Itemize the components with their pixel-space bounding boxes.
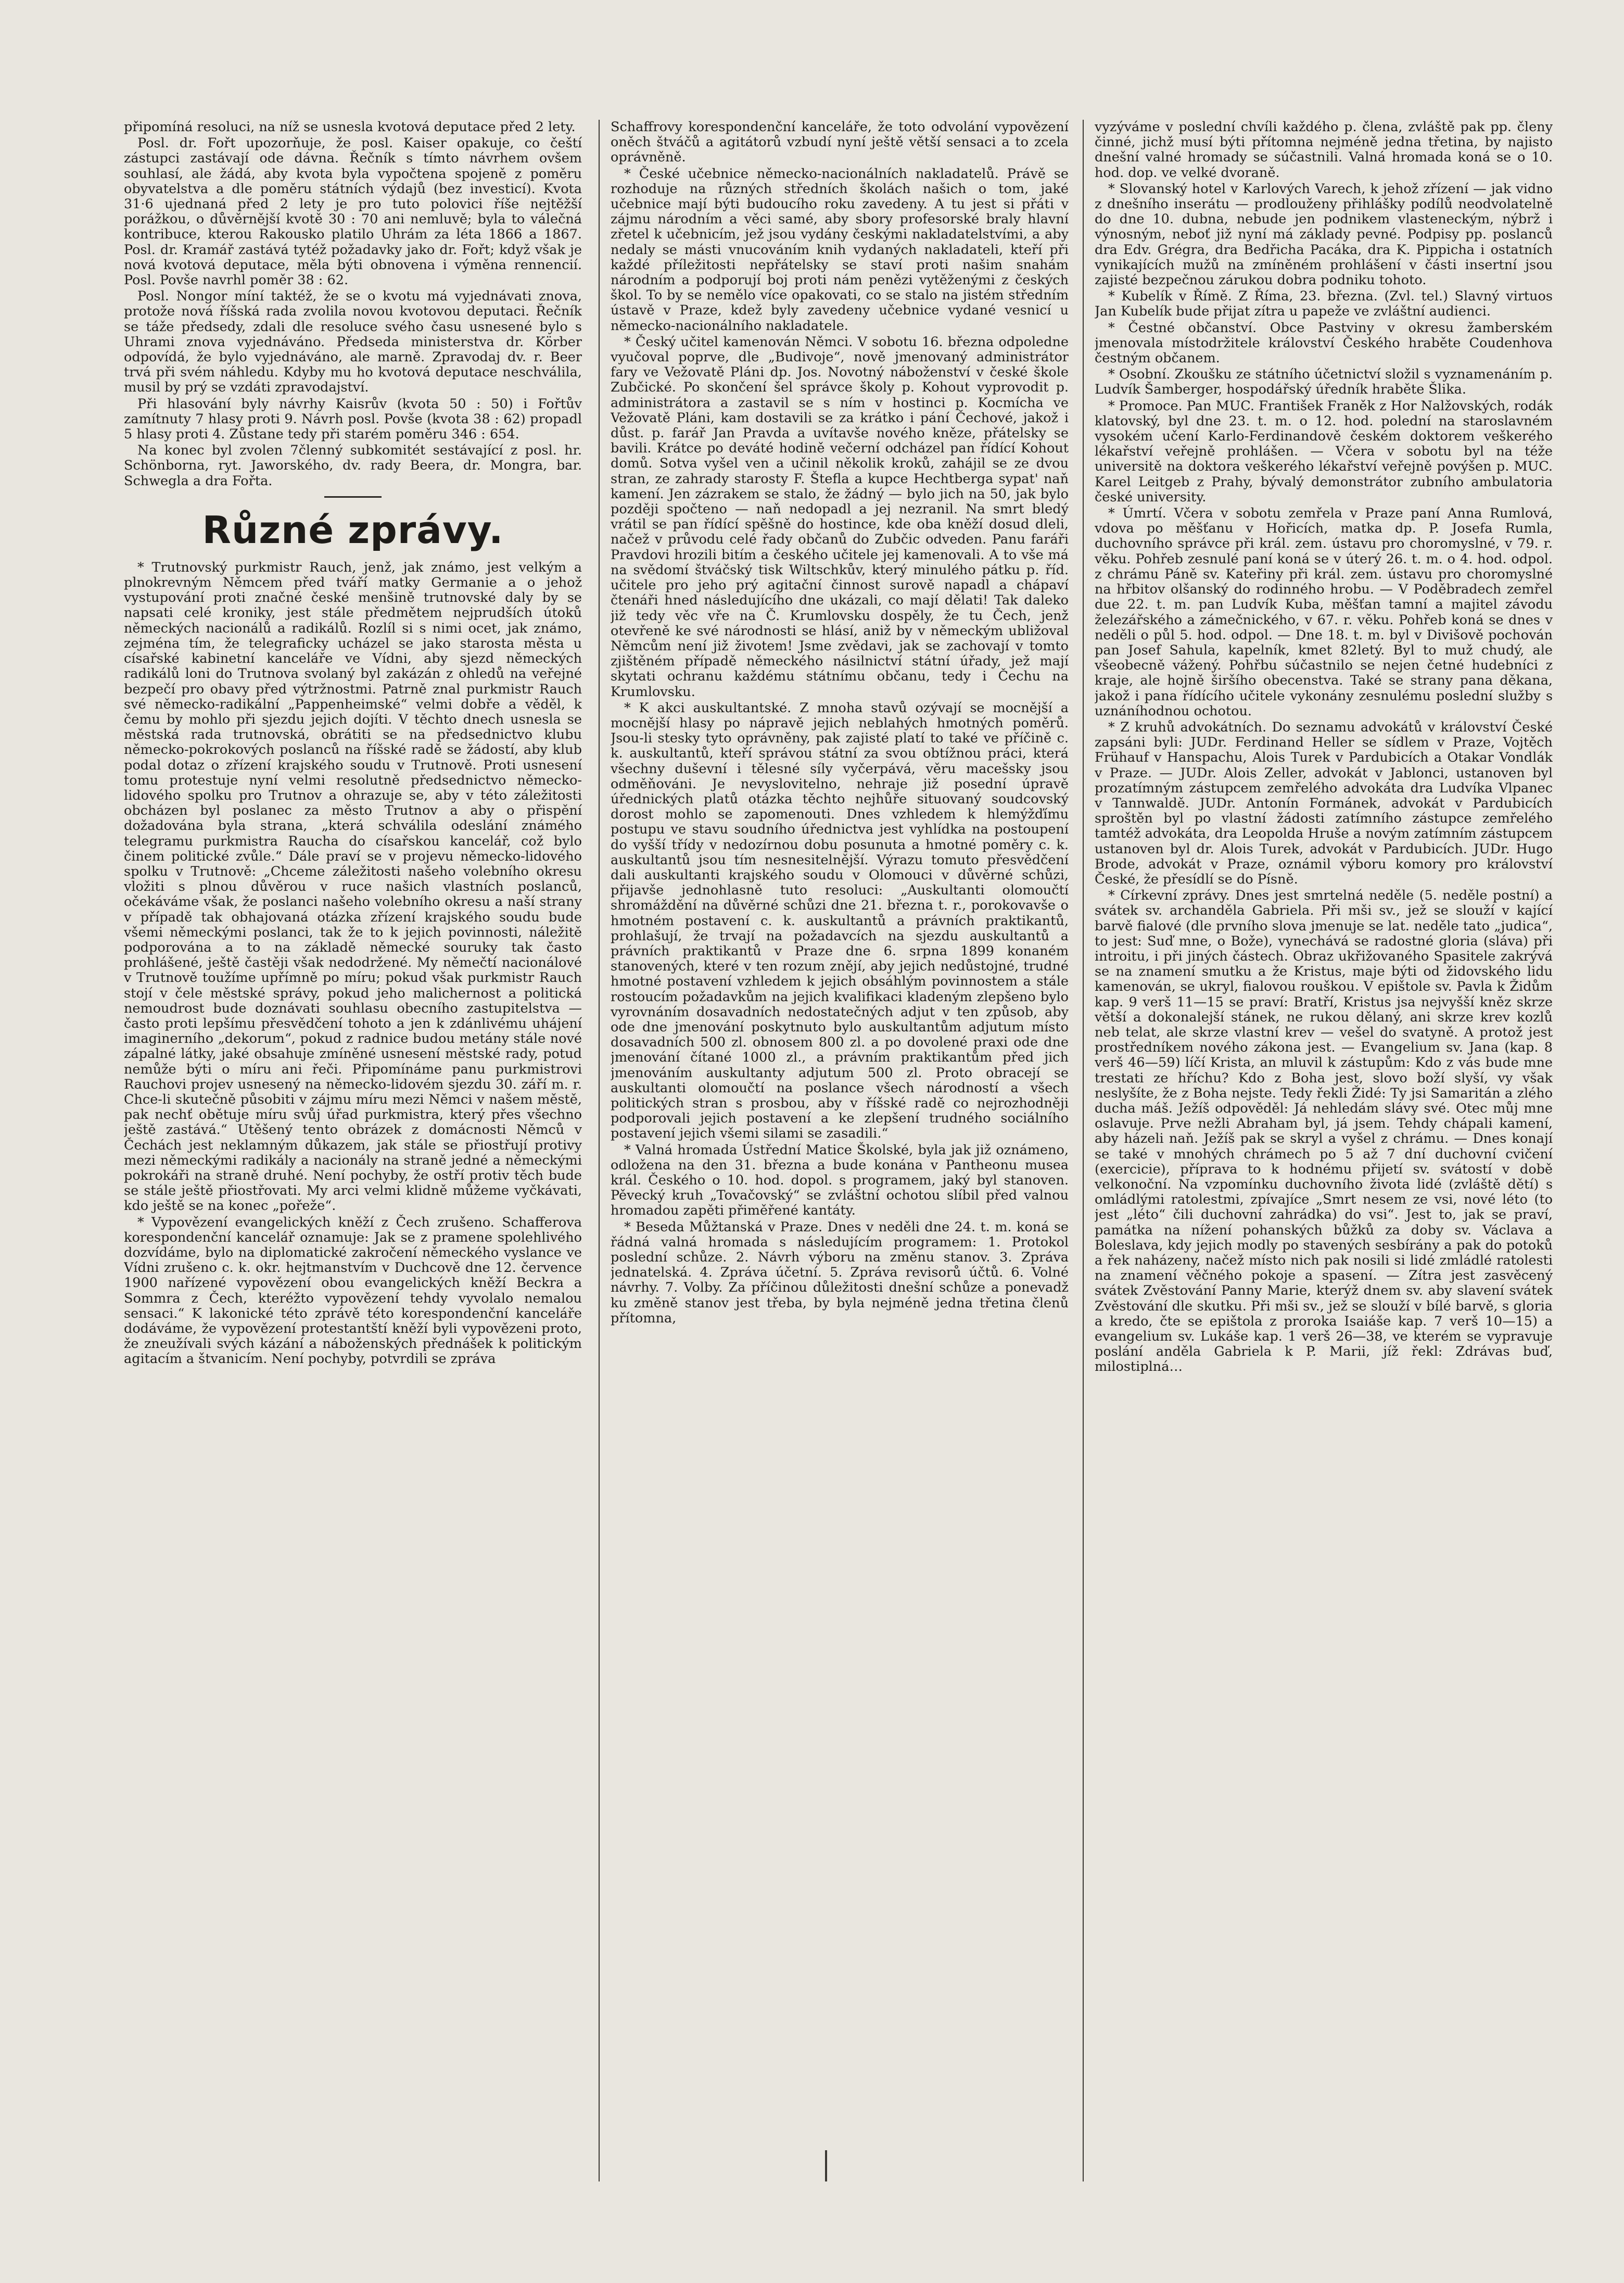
column-1	[124, 120, 582, 2192]
news-item: * České učebnice německo-nacionálních nakladatelů. Právě se rozhoduje na různých středních školách našich o tom, jaké učebnice mají býti budoucího roku zavedeny. A tu jest si přáti v zájmu národním a věci samé, aby sbory profesorské braly hlavní zřetel k učebnicím, jež jsou vydány českými nakladatelstvími, a aby nedaly se másti vnucováním knih vydaných nakladateli, kteří při každé příležitosti nepřátelsky se staví proti našim snahám národním a podporují boj proti nám penězi vytěženými z českých škol. To by se nemělo více opakovati, co se stalo na jistém středním ústavě v Praze, kdež byly zavedeny učebnice vydané vesnicí u německo-nacionálního nakladatele.	[611, 166, 1069, 334]
news-item: * Osobní. Zkoušku ze státního účetnictví složil s vyznamenáním p. Ludvík Šamberger, hospodářský úředník hraběte Šlika.	[1095, 367, 1553, 398]
paragraph: Při hlasování byly návrhy Kaisrův (kvota 50 : 50) i Fořtův zamítnuty 7 hlasy proti 9. Návrh posl. Povše (kvota 38 : 62) propadl 5 hlasy proti 4. Zůstane tedy při starém poměru 346 : 654.	[124, 396, 582, 443]
column-3	[1095, 120, 1553, 2192]
paragraph: připomíná resoluci, na níž se usnesla kvotová deputace před 2 lety.	[124, 120, 576, 135]
paragraph: Na konec byl zvolen 7členný subkomitét sestávající z posl. hr. Schönborna, ryt. Jaworského, dv. rady Beera, dr. Mongra, bar. Schwegla a dra Fořta.	[124, 443, 582, 489]
column-divider	[599, 120, 600, 2181]
section-heading: Různé zprávy.	[202, 508, 504, 552]
paragraph: Posl. dr. Fořt upozorňuje, že posl. Kaiser opakuje, co čeští zástupci zastávají ode dávna. Řečník s tímto návrhem ovšem souhlasí, ale žádá, aby kvota byla vypočtena spojeně z poměru obyvatelstva a dle poměru státních výdajů (bez investicí). Kvota 31·6 ujednaná před 2 lety je pro tuto polovici říše nejtěžší porážkou, o důvěrnější kvotě 30 : 70 ani nemluvě; byla to válečná kontribuce, kterou Rakousko platilo Uhrám za léta 1866 a 1867. Posl. dr. Kramář zastává tytéž požadavky jako dr. Fořt; když však je nová kvotová deputace, měla býti obnovena i výměna rennencií. Posl. Povše navrhl poměr 38 : 62.	[124, 135, 582, 288]
newspaper-page	[124, 120, 1553, 2202]
news-item: * Český učitel kamenován Němci. V sobotu 16. března odpoledne vyučoval poprve, dle „Budivoje“, nově jmenovaný administrátor fary ve Vežovatě Pláni dp. Jos. Novotný náboženství v české škole Zubčické. Po skončení šel správce školy p. Kohout vyprovodit p. administrátora a zastavil se s ním v hostinci p. Kocmícha ve Vežovatě Pláni, kam dostavili se za krátko i pání Čechové, jakož i důst. p. farář Jan Pravda a uvítavše nového kněze, přátelsky se bavili. Krátce po deváté hodině večerní odcházel pan řídící Kohout domů. Sotva vyšel ven a učinil několik kroků, zahájil se ze dvou stran, ze zahrady starosty F. Štefla a kupce Hechtberga sypat' naň kamení. Jen zázrakem se stalo, že žádný — bylo jich na 50, jak bylo později spočteno — naň nedopadl a jej nezranil. Na smrt bledý vrátil se pan řídící spěšně do hostince, kde oba kněží dosud dleli, načež v průvodu celé řady občanů do Zubčic odveden. Panu faráři Pravdovi hrozili bitím a českého učitele jej kamenovali. A to vše má na svědomí štváčský tisk Wiltschkův, který minulého pátku p. říd. učitele pro jeho prý agitační činnost surově napadl a chápaví čtenáři hned následujícího dne ukázali, co mají dělati! Tak daleko již tedy věc vře na Č. Krumlovsku dospěly, že tu Čech, jenž otevřeně ke své národnosti se hlásí, aniž by v německým ubližoval Němcům není již životem! Jsme zvědavi, jak se zachovají v tomto zjištěném případě německého násilnictví státní úřady, jež mají skytati ochranu každému státnímu občanu, tedy i Čechu na Krumlovsku.	[611, 334, 1069, 700]
news-item: * Úmrtí. Včera v sobotu zemřela v Praze paní Anna Rumlová, vdova po měšťanu v Hořicích, matka dp. P. Josefa Rumla, duchovního správce při král. zem. ústavu pro choromyslné, v 79. r. věku. Pohřeb zesnulé paní koná se v úterý 26. t. m. o 4. hod. odpol. z chrámu Páně sv. Kateřiny při král. zem. ústavu pro choromyslné na hřbitov olšanský do rodinného hrobu. — V Poděbradech zemřel due 22. t. m. pan Ludvík Kuba, měšťan tamní a majitel závodu železářského a zámečnického, v 67. r. věku. Pohřeb koná se dnes v neděli o půl 5. hod. odpol. — Dne 18. t. m. byl v Divišově pochován pan Josef Sahula, kapelník, kmet 82letý. Byl to muž chudý, ale všeobecně vážený. Pohřbu súčastnilo se nejen četné hudebníci z kraje, ale hojně širšího obecenstva. Také se strany pana děkana, jakož i pana řídícího učitele vykonány zesnulému poslední služby s uznáníhodnou ochotou.	[1095, 506, 1553, 719]
news-item: * Slovanský hotel v Karlových Varech, k jehož zřízení — jak vidno z dnešního inserátu — prodlouženy přihlášky podílů neodvolatelně do dne 10. dubna, nebude jen podnikem vlasteneckým, nýbrž i výnosným, neboť již nyní má základy pevné. Podpisy pp. poslanců dra Edv. Grégra, dra Bedřicha Pacáka, dra K. Pippicha i ostatních vynikajících mužů na zmíněném prohlášení v části insertní jsou zajisté bezpečnou zárukou dobra podniku tohoto.	[1095, 181, 1553, 288]
news-item: * Vypovězení evangelických kněží z Čech zrušeno. Schafferova korespondenční kancelář oznamuje: Jak se z pramene spolehlivého dozvídáme, bylo na diplomatické zakročení německého vyslance ve Vídni zrušeno c. k. okr. hejtmanstvím v Duchcově dne 12. července 1900 nařízené vypovězení obou evangelických kněží Beckra a Sommra z Čech, kteréžto vypovězení tehdy vyvolalo nemalou sensaci.“ K lakonické této zprávě této korespondenční kanceláře dodáváme, že vypovězení protestantští kněží byli vypovězeni proto, že zneužívali svých kázání a náboženských přednášek k politickým agitacím a štvanicím. Není pochyby, potvrdili se zpráva	[124, 1214, 582, 1367]
column-divider	[1083, 120, 1084, 2181]
news-item: * K akci auskultantské. Z mnoha stavů ozývají se mocnější a mocnější hlasy po nápravě jejich neblahých hmotných poměrů. Jsou-li stesky tyto oprávněny, pak zajisté platí to také ve příčině c. k. auskultantů, kteří správou státní za svou obtížnou práci, která všechny duševní i tělesné síly vyčerpává, věru macešsky jsou odměňováni. Je nevyslovitelno, nehraje již posední úpravě úřednických platů otázka těchto nejhůře situovaný soudcovský dorost mohlo se zapomenouti. Dnes vzhledem k hlemýžďímu postupu ve stavu soudního úřednictva jest vyhlídka na postoupení do vyšší třídy v nedozírnou dobu posunuta a hmotné poměry c. k. auskultantů jsou tím nesnesitelnější. Výrazu tomuto přesvědčení dali auskultanti krajského soudu v Olomouci v důvěrné schůzi, přijavše jednohlasně tuto resoluci: „Auskultanti olomoučtí shromáždění na důvěrné schůzi dne 21. března t. r., porokovavše o hmotném postavení c. k. auskultantů a právních praktikantů, prohlašují, že trvají na požadavcích na sjezdu auskultantů a právních praktikantů v Praze dne 6. srpna 1899 konaném stanovených, které v ten rozum znějí, aby jejich nedůstojné, trudné hmotné postavení vzhledem k jejich obsáhlým povinnostem a stále rostoucím požadavkům na jejich kvalifikaci kladeným zlepšeno bylo vyrovnáním dosavadních nedostatečných adjut v ten způsob, aby ode dne jmenování poskytnuto bylo auskultantům adjutum místo dosavadních 500 zl. obnosem 800 zl. a po dovolené praxi ode dne jmenování čítané 1000 zl., a právním praktikantům před jich jmenováním auskultanty adjutum 500 zl. Proto obracejí se auskultanti olomoučtí na poslance všech národností a všech politických stran s prosbou, aby v říšské radě co nejrozhodněji podporovali jejich postavení a ke zlepšení trudného sociálního postavení jejich všemi silami se zasadili.“	[611, 700, 1069, 1142]
heading-divider	[324, 496, 382, 498]
news-item: * Kubelík v Římě. Z Říma, 23. března. (Zvl. tel.) Slavný virtuos Jan Kubelík bude přijat zítra u papeže ve zvláštní audienci.	[1095, 288, 1553, 320]
news-item: vyzýváme v poslední chvíli každého p. člena, zvláště pak pp. členy činné, jichž musí býti přítomna nejméně jedna třetina, by najisto dnešní valné hromady se súčastnili. Valná hromada koná se o 10. hod. dop. ve velké dvoraně.	[1095, 120, 1553, 181]
news-item: Schaffrovy korespondenční kanceláře, že toto odvolání vypovězení oněch štváčů a agitátorů vzbudí nyní ještě větší sensaci a to zcela oprávněně.	[611, 120, 1069, 166]
news-item: * Čestné občanství. Obce Pastviny v okresu žamberském jmenovala místodržitele království Českého hraběte Coudenhova čestným občanem.	[1095, 320, 1553, 367]
news-item: * Z kruhů advokátních. Do seznamu advokátů v království České zapsáni byli: JUDr. Ferdinand Heller se sídlem v Praze, Vojtěch Frühauf v Hanspachu, Alois Turek v Pardubicích a Otakar Vondlák v Praze. — JUDr. Alois Zeller, advokát v Jablonci, ustanoven byl prozatímným zástupcem zemřelého advokáta dra Ludvíka Vlpanec v Tannwaldě. JUDr. Antonín Formánek, advokát v Pardubicích sproštěn byl po vlastní žádosti zatímního zástupce zemřelého tamtéž advokáta, dra Leopolda Hruše a novým zatímním zástupcem ustanoven byl dr. Alois Turek, advokát v Pardubicích. JUDr. Hugo Brode, advokát v Praze, oznámil výboru komory pro království České, že přesídlí se do Písně.	[1095, 719, 1553, 887]
news-item: * Promoce. Pan MUC. František Franěk z Hor Nalžovských, rodák klatovský, byl dne 23. t. m. o 12. hod. polední na staroslavném vysokém učení Karlo-Ferdinandově českém doktorem veškerého lékařství veřejně prohlášen. — Včera v sobotu byl na téže universitě na doktora veškerého lékařství veřejně povýšen p. MUC. Karel Leitgeb z Prahy, bývalý demonstrátor zubního ambulatoria české university.	[1095, 398, 1553, 505]
print-mark	[825, 2150, 827, 2181]
column-2	[611, 120, 1069, 2192]
news-item: * Trutnovský purkmistr Rauch, jenž, jak známo, jest velkým a plnokrevným Němcem před tváří matky Germanie a o jehož vystupování proti značné české menšině trutnovské daly by se napsati celé kroniky, jest stále předmětem nejprudších útoků německých nacionálů a radikálů. Rozlíl si s nimi ocet, jak známo, zejména tím, že telegraficky ucházel se jako starosta města u císařské kabinetní kanceláře ve Vídni, aby sjezd německých radikálů loni do Trutnova svolaný byl zakázán z ohledů na veřejné bezpečí pro obavy před výtržnostmi. Patrně znal purkmistr Rauch své německo-radikální „Pappenheimské“ velmi dobře a věděl, k čemu by mohlo při sjezdu jejich dojíti. V těchto dnech usnesla se městská rada trutnovská, obrátiti se na předsednictvo klubu německo-pokrokových poslanců na říšské radě se žádostí, aby klub podal dotaz o zřízení krajského soudu v Trutnově. Proti usnesení tomu protestuje nyní velmi resolutně předsednictvo německo-lidového spolku pro Trutnov a ohrazuje se, aby v této záležitosti obcházen byl poslanec za město Trutnov a aby o přispění dožadována byla strana, „která schválila odeslání známého telegramu purkmistra Raucha do císařskou kancelář, což bylo činem politické zvůle.“ Dále praví se v projevu německo-lidového spolku v Trutnově: „Chceme záležitosti našeho volebního okresu vložiti s plnou důvěrou v ruce našich vlastních poslanců, očekáváme však, že poslanci našeho volebního okresu a naší strany v případě tak obhajovaná otázka zřízení krajského soudu bude všemi německými poslanci, tak že to k jejich povinnosti, náležitě podporována a to na základě německé souruky tak často prohlášené, ještě častěji však nedodržené. My němečtí nacionálové v Trutnově toužíme upřímně po míru; pokud však purkmistr Rauch stojí v čele městské správy, pokud jeho malichernost a politická nemoudrost bude doznávati souhlasu obecního zastupitelstva — často proti lepšímu přesvědčení tohoto a jen k zdánlivému uhájení imaginerního „dekorum“, pokud z radnice budou metány stále nové zápalné látky, jaké obsahuje zmíněné usnesení městské rady, potud nemůže býti o míru ani řeči. Připomínáme panu purkmistrovi Rauchovi projev usnesený na německo-lidovém sjezdu 30. září m. r. Chce-li skutečně působiti v zájmu míru mezi Němci v našem městě, pak nechť obětuje míru svůj úřad purkmistra, který přes všechno ještě zastává.“ Utěšený tento obrázek z domácnosti Němců v Čechách jest neklamným důkazem, jak stále se přiostřují protivy mezi německými radikály a nacionály na straně jedné a německými pokrokáři na straně druhé. Není pochyby, že ostří protiv těch bude se stále ještě přiostřovati. My arci velmi klidně můžeme vyčkávati, kdo ještě se na konec „pořeže“.	[124, 559, 582, 1214]
news-item: * Beseda Můžtanská v Praze. Dnes v neděli dne 24. t. m. koná se řádná valná hromada s následujícím programem: 1. Protokol poslední schůze. 2. Návrh výboru na změnu stanov. 3. Zpráva jednatelská. 4. Zpráva účetní. 5. Zpráva revisorů účtů. 6. Volné návrhy. 7. Volby. Za příčinou důležitosti dnešní schůze a ponevadž ku změně stanov jest třeba, by byla nejméně jedna třetina členů přítomna,	[611, 1219, 1069, 1326]
news-item: * Církevní zprávy. Dnes jest smrtelná neděle (5. neděle postní) a svátek sv. archanděla Gabriela. Při mši sv., jež se slouží v kající barvě fialové (dle prvního slova jmenuje se lat. neděle tato „judica“, to jest: Suď mne, o Bože), vynechává se radostné gloria (sláva) při introitu, i při jiných částech. Obraz ukřižovaného Spasitele zakrývá se na znamení smutku a že Kristus, maje býti od židovského lidu kamenován, se ukryl, fialovou rouškou. V epištole sv. Pavla k Židům kap. 9 verš 11—15 se praví: Bratří, Kristus jsa nejvyšší kněz skrze větší a dokonalejší stánek, ne rukou dělaný, ani skrze krev kozlů neb telat, ale skrze vlastní krev — vešel do svatyně. A protož jest prostředníkem nového zákona jest. — Evangelium sv. Jana (kap. 8 verš 46—59) líčí Krista, an mluvil k zástupům: Kdo z vás bude mne trestati ze hříchu? Kdo z Boha jest, slovo boží slyší, vy však neslyšíte, že z Boha nejste. Tedy řekli Židé: Ty jsi Samaritán a zlého ducha máš. Ježíš odpověděl: Já nehledám slávy své. Otec můj mne oslavuje. Prve nežli Abraham byl, já jsem. Tehdy chápali kamení, aby házeli naň. Ježíš pak se skryl a vyšel z chrámu. — Dnes konají se také v mnohých chrámech po 5 až 7 dní duchovní cvičení (exercicie), příprava to k hodnému přijetí sv. svátostí v době velkonoční. Na vzpomínku duchovního života lidé (zvláště dětí) s omládlými ratolestmi, zpívajíce „Smrt nesem ze vsi, nové léto (to jest „léto“ čili duchovní zahrádka) do vsi“. Jest to, jak se praví, památka na nížení pohanských bůžků za doby sv. Václava a Boleslava, kdy jejich modly po stavených sesbírány a pak do potoků a řek naházeny, načež místo nich pak nosili si lidé zmládlé ratolesti na znamení věčného pokoje a spasení. — Zítra jest zasvěcený svátek Zvěstování Panny Marie, kterýž dnem sv. aby slavení svátek Zvěstování dle skutku. Při mši sv., jež se slouží v bílé barvě, s gloria a kredo, čte se epištola z proroka Isaiáše kap. 7 verš 10—15) a evangelium sv. Lukáše kap. 1 verš 26—38, ve kterém se vypravuje poslání anděla Gabriela k P. Marii, jíž řekl: Zdrávas buď, milostiplná…	[1095, 888, 1553, 1375]
paragraph: Posl. Nongor míní taktéž, že se o kvotu má vyjednávati znova, protože nová říšská rada zvolila novou kvotovou deputaci. Řečník se táže předsedy, zdali dle resoluce svého času usnesené bylo s Uhrami znova vyjednáváno. Předseda ministerstva dr. Körber odpovídá, že bylo vyjednáváno, ale marně. Zpravodaj dv. r. Beer trvá při svém náhledu. Kdyby mu ho kvotová deputace neschválila, musil by prý se vzdáti zpravodajství.	[124, 288, 582, 396]
news-item: * Valná hromada Ústřední Matice Školské, byla jak již oznámeno, odložena na den 31. března a bude konána v Pantheonu musea král. Českého o 10. hod. dopol. s programem, jaký byl stanoven. Pěvecký kruh „Tovačovský“ se zvláštní ochotou slíbil před valnou hromadou zapěti přiměřené kantáty.	[611, 1142, 1069, 1219]
